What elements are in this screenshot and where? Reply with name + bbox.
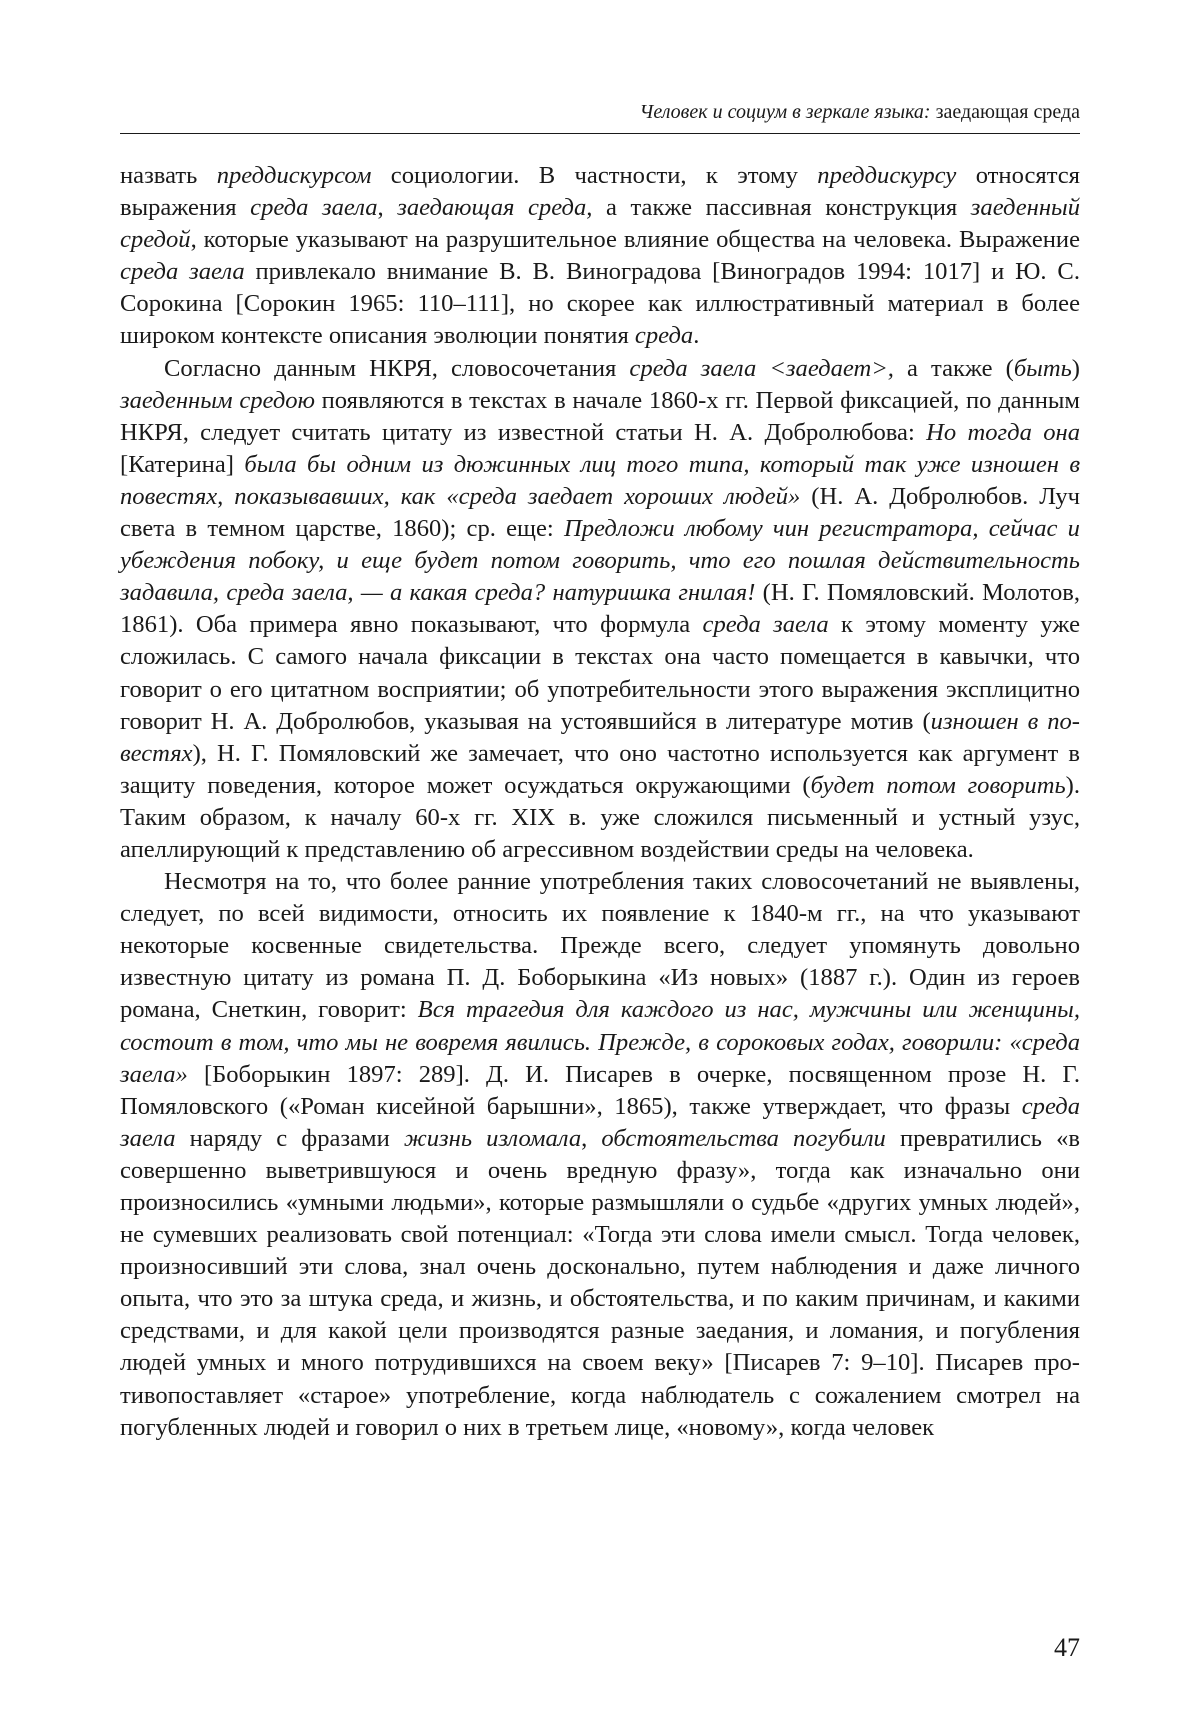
italic-run: среда заела <заедает>, [629, 354, 894, 382]
text-run: Согласно данным НКРЯ, словосочетания [164, 354, 630, 382]
text-run: , [581, 1124, 602, 1152]
text-run: [Боборыкин 1897: 289]. Д. И. Писарев в очерке, посвященном прозе Н. Г. Помяловского («Роман кисейной барышни», 1865), также утверждает, что фразы [120, 1060, 1080, 1120]
header-rule [120, 133, 1080, 134]
text-run: , которые указывают на разрушительное влияние общества на человека. Выражение [190, 226, 1080, 254]
body-text [120, 160, 1080, 1444]
text-run: привлекало внимание В. В. Виноградова [Виноградов 1994: 1017] и Ю. С. Сорокина [Сорокин 1965: 110–111], но скорее как иллюстративный материал в более широком контексте описания эволюции понятия [120, 258, 1080, 350]
italic-run: Вся трагедия для каждого из нас, мужчины или женщины, состоит в том, что мы не вовремя явились. Прежде, в сороковых годах, говорили: «среда заела» [120, 996, 1080, 1088]
text-run: назвать [120, 162, 217, 189]
italic-run: заедающая среда, [397, 194, 593, 222]
page-number: 47 [1054, 1633, 1080, 1662]
italic-run: будет потом говорить [810, 771, 1066, 799]
text-run: (Н. А. Добролюбов. Луч света в темном царстве, 1860); ср. еще: [120, 482, 1080, 543]
running-header-italic: Человек и социум в зеркале языка: [639, 101, 931, 123]
italic-run: заеденный средой [120, 194, 1081, 254]
text-run: ), Н. Г. Помяловский же замечает, что оно частотно используется как аргумент в защиту поведения, которое может осуждаться окружающими ( [120, 739, 1080, 799]
running-header [120, 100, 1080, 124]
italic-run: изношен в повестях [120, 707, 1080, 767]
italic-run: среда заела [250, 194, 378, 222]
text-run: ). Таким образом, к началу 60-х гг. XIX в. уже сложился письменный и устный узус, апеллирующий к представлению об агрессивном воздействии среды на человека. [120, 771, 1080, 863]
italic-run: обстоятельства погубили [601, 1124, 886, 1152]
running-header-plain: заедающая среда [930, 101, 1080, 123]
text-run: . [693, 322, 700, 350]
italic-run: преддискурсом [216, 162, 372, 189]
paragraph [120, 866, 1080, 1444]
text-run: появляются в текстах в начале 1860-х гг. Первой фиксацией, по данным НКРЯ, следует считать цитату из известной статьи Н. А. Добролюбова: [120, 386, 1080, 446]
italic-run: среда заела [120, 1092, 1080, 1152]
text-run: , [377, 194, 398, 222]
italic-run: Предложи любому чин регистратора, сейчас и убеждения побоку, и еще будет потом говорить, что его пошлая действительность задавила, среда заела, — а какая среда? натуришка гнилая! [120, 515, 1080, 607]
italic-run: преддискурсу [817, 162, 957, 189]
italic-run: заеденным средою [120, 386, 315, 414]
text-run: Несмотря на то, что более ранние употребления таких словосочетаний не выявлены, следует, по всей видимости, относить их появление к 1840-м гг., на что указывают некоторые косвенные свидетельства. Прежде всего, следует упомянуть довольно известную цитату из романа П. Д. Боборыкина «Из новых» (1887 г.). Один из героев романа, Снеткин, говорит: [120, 868, 1080, 1024]
italic-run: быть [1013, 354, 1072, 382]
paragraph [120, 160, 1080, 353]
italic-run: Но тогда она [926, 418, 1080, 446]
paragraph [120, 353, 1080, 867]
text-run: ) [1071, 354, 1080, 382]
text-run: наряду с фразами [175, 1124, 404, 1152]
text-run: [Катерина] [120, 450, 245, 478]
italic-run: была бы одним из дюжинных лиц того типа, который так уже изношен в повестях, показывавших, как «среда заедает хороших людей» [120, 450, 1081, 510]
text-run: а также ( [893, 354, 1014, 382]
text-run: (Н. Г. Помяловский. Молотов, 1861). Оба примера явно показывают, что формула [120, 579, 1080, 639]
text-run: относятся выражения [120, 162, 1080, 222]
italic-run: среда заела [702, 611, 829, 639]
text-run: к этому моменту уже сложилась. С самого начала фиксации в текстах она часто помещается в кавычки, что говорит о его цитатном восприятии; об употребительности этого выражения эксплицитно говорит Н. А. Добролюбов, указывая на устоявшийся в литературе мотив ( [120, 611, 1080, 735]
italic-run: среда заела [120, 258, 245, 286]
italic-run: жизнь изломала [403, 1124, 582, 1152]
text-run: превратились «в совершенно выветрившуюся и очень вредную фразу», тогда как изначально они произносились «умными людьми», которые размышляли о судьбе «других умных людей», не сумевших реализовать свой потенциал: «Тогда эти слова имели смысл. Тогда человек, произносивший эти слова, знал очень досконально, путем наблюдения и даже личного опыта, что это за штука среда, и жизнь, и обстоятельства, и по каким причинам, и какими средствами, и для какой цели производятся разные заедания, и ломания, и погубления людей умных и много потрудившихся на своем веку» [Писарев 7: 9–10]. Писарев противопоставляет «старое» употребление, когда наблюдатель с сожалением смотрел на погубленных людей и говорил о них в третьем лице, «новому», когда человек [120, 1124, 1081, 1441]
italic-run: среда [634, 322, 694, 350]
text-run: а также пассивная конструкция [592, 194, 971, 222]
text-run: социологии. В частности, к этому [371, 162, 818, 189]
